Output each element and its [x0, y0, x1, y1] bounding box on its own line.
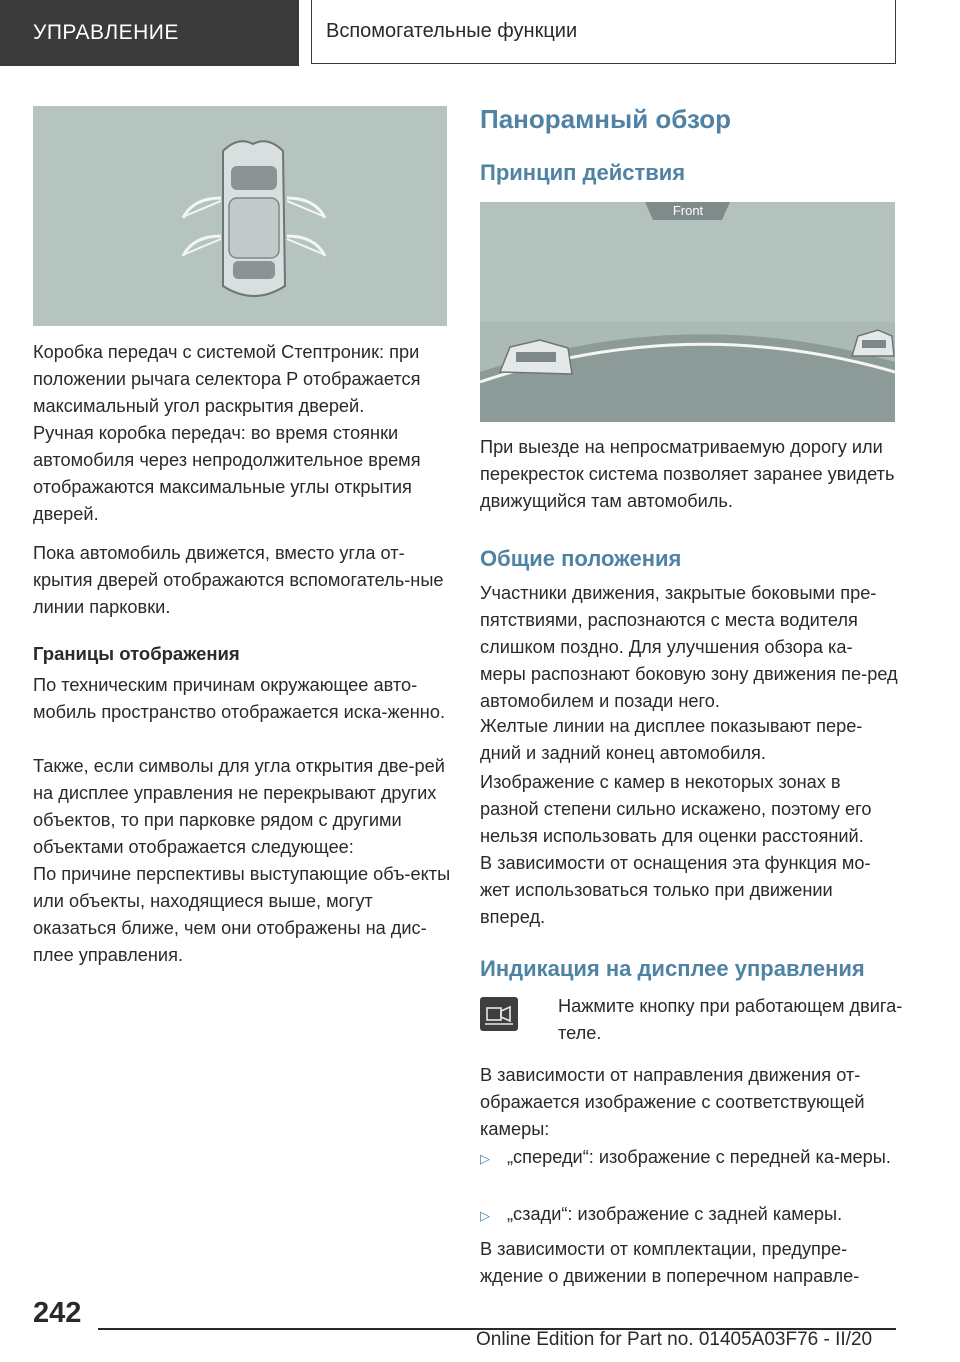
front-label: Front [672, 203, 704, 218]
right-paragraph-2: Участники движения, закрытые боковыми пре-пятствиями, распознаются с места водителя слишком поздно. Для улучшения обзора ка-меры распознают боковую зону движения пе-ред автомобилем и позади него. [480, 583, 898, 711]
right-paragraph-3: Желтые линии на дисплее показывают пере-дний и задний конец автомобиля. [480, 716, 863, 763]
button-instruction: Нажмите кнопку при работающем двига-теле. [558, 996, 903, 1043]
display-heading: Индикация на дисплее управления [480, 956, 865, 981]
right-paragraph-1: При выезде на непросматриваемую дорогу или перекресток система позволяет заранее увидеть движущийся там автомобиль. [480, 437, 895, 511]
panoramic-view-figure [480, 202, 895, 422]
right-paragraph-4: Изображение с камер в некоторых зонах в разной степени сильно искажено, поэтому его нельзя использовать для оценки расстояний. [480, 772, 872, 846]
right-paragraph-6: В зависимости от направления движения от-ображается изображение с соответствующей камеры: [480, 1065, 865, 1139]
left-paragraph-4: По техническим причинам окружающее авто-мобиль пространство отображается иска-женно. [33, 675, 445, 722]
general-heading: Общие положения [480, 546, 682, 571]
left-subheading: Границы отображения [33, 643, 240, 664]
bullet-front-text: „спереди“: изображение с передней ка-меры. [507, 1147, 891, 1167]
right-paragraph-7: В зависимости от комплектации, предупре-ждение о движении в поперечном направле- [480, 1239, 860, 1286]
camera-view-icon [480, 997, 518, 1031]
footer-edition: Online Edition for Part no. 01405A03F76 - II/20 [476, 1329, 873, 1350]
principle-heading: Принцип действия [480, 160, 686, 185]
left-paragraph-6: По причине перспективы выступающие объ-екты или объекты, находящиеся выше, могут оказаться ближе, чем они отображены на дис-плее управления. [33, 864, 451, 965]
page-number: 242 [33, 1297, 82, 1329]
right-paragraph-5: В зависимости от оснащения эта функция мо-жет использоваться только при движении вперед. [480, 853, 871, 927]
left-paragraph-3: Пока автомобиль движется, вместо угла от-крытия дверей отображаются вспомогатель-ные линии парковки. [33, 543, 444, 617]
page-header [0, 0, 960, 66]
header-section-title: УПРАВЛЕНИЕ [0, 0, 299, 66]
triangle-right-icon: ▷ [480, 1208, 490, 1223]
bullet-rear [480, 1201, 898, 1231]
section-title: Панорамный обзор [480, 104, 732, 134]
header-topic-title: Вспомогательные функции [311, 0, 896, 64]
panoramic-camera-illustration [480, 202, 895, 422]
car-top-view-illustration [33, 106, 447, 326]
left-paragraph-2: Ручная коробка передач: во время стоянки автомобиля через непродолжительное время отображаются максимальные углы открытия дверей. [33, 423, 421, 524]
door-angle-figure [33, 106, 447, 326]
triangle-right-icon: ▷ [480, 1151, 490, 1166]
left-paragraph-5: Также, если символы для угла открытия две-рей на дисплее управления не перекрывают других объектов, то при парковке рядом с другими объектами отображается следующее: [33, 756, 445, 857]
bullet-front [480, 1144, 898, 1200]
bullet-rear-text: „сзади“: изображение с задней камеры. [507, 1204, 843, 1224]
left-paragraph-1: Коробка передач с системой Стептроник: при положении рычага селектора P отображается максимальный угол раскрытия дверей. [33, 342, 421, 416]
